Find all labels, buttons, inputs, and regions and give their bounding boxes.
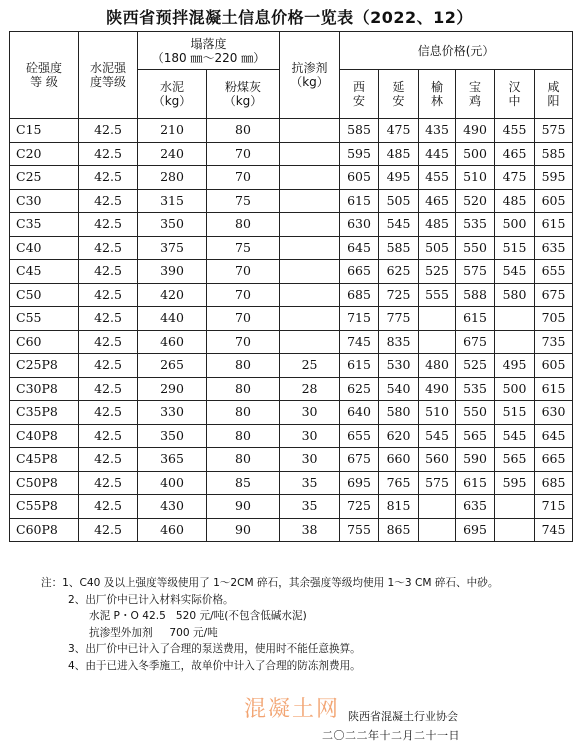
- price-cell: 595: [340, 142, 379, 166]
- flyash-kg-cell: 70: [207, 166, 280, 190]
- table-row: [10, 307, 573, 331]
- price-cell: 615: [535, 377, 573, 401]
- price-cell: 485: [379, 142, 419, 166]
- table-row: [10, 236, 573, 260]
- table-row: [10, 424, 573, 448]
- price-cell: 645: [535, 424, 573, 448]
- antiseep-cell: [280, 119, 340, 143]
- price-cell: 745: [535, 518, 573, 542]
- price-cell: [495, 307, 535, 331]
- header-city-xianyang: 咸 阳: [535, 70, 573, 119]
- note-line: 4、由于已进入冬季施工，故单价中计入了合理的防冻剂费用。: [68, 659, 361, 672]
- price-cell: [419, 307, 456, 331]
- price-table: [9, 31, 573, 542]
- cement-kg-cell: 440: [138, 307, 207, 331]
- watermark-logo: 混凝土网: [244, 697, 341, 722]
- flyash-kg-cell: 80: [207, 448, 280, 472]
- price-cell: 815: [379, 495, 419, 519]
- header-cement-kg: 水泥 （kg）: [138, 70, 207, 119]
- price-cell: 535: [456, 213, 495, 237]
- price-cell: [419, 330, 456, 354]
- price-cell: 685: [535, 471, 573, 495]
- antiseep-cell: 25: [280, 354, 340, 378]
- price-cell: 555: [419, 283, 456, 307]
- cement-kg-cell: 390: [138, 260, 207, 284]
- grade-cell: C25: [10, 166, 79, 190]
- price-cell: 588: [456, 283, 495, 307]
- grade-cell: C60: [10, 330, 79, 354]
- price-cell: 565: [456, 424, 495, 448]
- price-cell: 695: [456, 518, 495, 542]
- grade-cell: C40: [10, 236, 79, 260]
- header-antiseep: 抗渗剂 （kg）: [280, 32, 340, 119]
- flyash-kg-cell: 80: [207, 401, 280, 425]
- page-title: 陕西省预拌混凝土信息价格一览表（2022、12）: [106, 8, 473, 27]
- antiseep-cell: [280, 189, 340, 213]
- antiseep-cell: [280, 330, 340, 354]
- price-cell: 615: [456, 471, 495, 495]
- antiseep-cell: [280, 166, 340, 190]
- price-cell: 580: [495, 283, 535, 307]
- note-line: 3、出厂价中已计入了合理的泵送费用，使用时不能任意换算。: [68, 643, 361, 655]
- flyash-kg-cell: 80: [207, 119, 280, 143]
- price-cell: 645: [340, 236, 379, 260]
- price-cell: 605: [340, 166, 379, 190]
- cement-kg-cell: 460: [138, 518, 207, 542]
- grade-cell: C40P8: [10, 424, 79, 448]
- grade-cell: C30P8: [10, 377, 79, 401]
- cement-grade-cell: 42.5: [79, 307, 138, 331]
- cement-kg-cell: 350: [138, 213, 207, 237]
- table-row: [10, 189, 573, 213]
- price-cell: 665: [535, 448, 573, 472]
- note-line: 注：1、C40 及以上强度等级使用了 1～2CM 碎石，其余强度等级均使用 1～3 CM 碎石、中砂。: [41, 577, 499, 589]
- cement-grade-cell: 42.5: [79, 401, 138, 425]
- cement-kg-cell: 420: [138, 283, 207, 307]
- price-cell: [495, 518, 535, 542]
- table-row: [10, 518, 573, 542]
- grade-cell: C15: [10, 119, 79, 143]
- flyash-kg-cell: 70: [207, 330, 280, 354]
- cement-grade-cell: 42.5: [79, 283, 138, 307]
- price-cell: 435: [419, 119, 456, 143]
- price-cell: [495, 495, 535, 519]
- cement-kg-cell: 240: [138, 142, 207, 166]
- notes: [41, 575, 571, 674]
- table-row: [10, 260, 573, 284]
- price-cell: 575: [456, 260, 495, 284]
- price-cell: 630: [340, 213, 379, 237]
- cement-grade-cell: 42.5: [79, 236, 138, 260]
- cement-kg-cell: 330: [138, 401, 207, 425]
- antiseep-cell: 38: [280, 518, 340, 542]
- grade-cell: C45P8: [10, 448, 79, 472]
- flyash-kg-cell: 80: [207, 354, 280, 378]
- price-cell: 455: [495, 119, 535, 143]
- price-cell: 655: [340, 424, 379, 448]
- price-cell: 505: [379, 189, 419, 213]
- price-cell: 530: [379, 354, 419, 378]
- price-cell: 715: [340, 307, 379, 331]
- price-cell: 585: [535, 142, 573, 166]
- price-cell: 545: [419, 424, 456, 448]
- price-cell: 500: [495, 377, 535, 401]
- price-cell: 500: [456, 142, 495, 166]
- grade-cell: C25P8: [10, 354, 79, 378]
- price-cell: 715: [535, 495, 573, 519]
- price-cell: 595: [495, 471, 535, 495]
- table-row: [10, 330, 573, 354]
- price-cell: 620: [379, 424, 419, 448]
- price-cell: 745: [340, 330, 379, 354]
- price-cell: 660: [379, 448, 419, 472]
- table-row: [10, 448, 573, 472]
- table-row: [10, 495, 573, 519]
- grade-cell: C20: [10, 142, 79, 166]
- antiseep-cell: 30: [280, 401, 340, 425]
- grade-cell: C35: [10, 213, 79, 237]
- price-cell: 725: [340, 495, 379, 519]
- flyash-kg-cell: 80: [207, 377, 280, 401]
- antiseep-cell: [280, 307, 340, 331]
- price-cell: 585: [379, 236, 419, 260]
- header-price: 信息价格(元）: [340, 32, 573, 70]
- table-row: [10, 401, 573, 425]
- price-cell: 615: [456, 307, 495, 331]
- cement-grade-cell: 42.5: [79, 424, 138, 448]
- price-cell: 575: [535, 119, 573, 143]
- antiseep-cell: 28: [280, 377, 340, 401]
- flyash-kg-cell: 70: [207, 260, 280, 284]
- price-cell: 675: [340, 448, 379, 472]
- grade-cell: C50: [10, 283, 79, 307]
- price-cell: 625: [379, 260, 419, 284]
- price-cell: 540: [379, 377, 419, 401]
- price-cell: 630: [535, 401, 573, 425]
- table-row: [10, 142, 573, 166]
- header-grade: 砼强度 等 级: [10, 32, 79, 119]
- grade-cell: C35P8: [10, 401, 79, 425]
- price-cell: 615: [535, 213, 573, 237]
- price-cell: 510: [456, 166, 495, 190]
- price-cell: 475: [379, 119, 419, 143]
- table-row: [10, 471, 573, 495]
- price-cell: 560: [419, 448, 456, 472]
- price-cell: 605: [535, 189, 573, 213]
- price-cell: [419, 495, 456, 519]
- table-row: [10, 354, 573, 378]
- price-cell: 485: [495, 189, 535, 213]
- cement-kg-cell: 290: [138, 377, 207, 401]
- cement-kg-cell: 460: [138, 330, 207, 354]
- issuing-organization: 陕西省混凝土行业协会: [348, 710, 458, 723]
- price-cell: 490: [419, 377, 456, 401]
- cement-grade-cell: 42.5: [79, 448, 138, 472]
- cement-kg-cell: 280: [138, 166, 207, 190]
- price-cell: 545: [379, 213, 419, 237]
- flyash-kg-cell: 75: [207, 189, 280, 213]
- price-cell: 520: [456, 189, 495, 213]
- antiseep-cell: 35: [280, 495, 340, 519]
- cement-grade-cell: 42.5: [79, 189, 138, 213]
- price-cell: 580: [379, 401, 419, 425]
- price-cell: 455: [419, 166, 456, 190]
- note-line: 2、出厂价中已计入材料实际价格。: [68, 593, 234, 606]
- grade-cell: C55: [10, 307, 79, 331]
- antiseep-cell: 30: [280, 448, 340, 472]
- cement-grade-cell: 42.5: [79, 495, 138, 519]
- price-cell: 465: [495, 142, 535, 166]
- price-cell: 595: [535, 166, 573, 190]
- price-cell: 545: [495, 424, 535, 448]
- flyash-kg-cell: 90: [207, 495, 280, 519]
- cement-kg-cell: 315: [138, 189, 207, 213]
- cement-grade-cell: 42.5: [79, 330, 138, 354]
- price-cell: 495: [495, 354, 535, 378]
- price-cell: 480: [419, 354, 456, 378]
- header-cement-grade: 水泥强 度等级: [79, 32, 138, 119]
- cement-kg-cell: 210: [138, 119, 207, 143]
- grade-cell: C60P8: [10, 518, 79, 542]
- flyash-kg-cell: 85: [207, 471, 280, 495]
- price-cell: 725: [379, 283, 419, 307]
- price-table-body: [10, 119, 573, 542]
- header-city-hanzhong: 汉 中: [495, 70, 535, 119]
- price-cell: [419, 518, 456, 542]
- price-cell: 635: [456, 495, 495, 519]
- price-cell: 485: [419, 213, 456, 237]
- header-city-yanan: 延 安: [379, 70, 419, 119]
- cement-grade-cell: 42.5: [79, 518, 138, 542]
- price-cell: 765: [379, 471, 419, 495]
- price-cell: 835: [379, 330, 419, 354]
- grade-cell: C55P8: [10, 495, 79, 519]
- cement-grade-cell: 42.5: [79, 142, 138, 166]
- price-cell: 550: [456, 401, 495, 425]
- antiseep-cell: [280, 283, 340, 307]
- grade-cell: C50P8: [10, 471, 79, 495]
- grade-cell: C30: [10, 189, 79, 213]
- price-cell: [495, 330, 535, 354]
- cement-grade-cell: 42.5: [79, 354, 138, 378]
- grade-cell: C45: [10, 260, 79, 284]
- cement-grade-cell: 42.5: [79, 260, 138, 284]
- note-line: 抗渗型外加剂 700 元/吨: [89, 626, 218, 639]
- header-city-baoji: 宝 鸡: [456, 70, 495, 119]
- price-cell: 675: [456, 330, 495, 354]
- price-cell: 515: [495, 401, 535, 425]
- note-line: 水泥 P・O 42.5 520 元/吨(不包含低碱水泥): [89, 610, 307, 622]
- table-row: [10, 377, 573, 401]
- header-flyash-kg: 粉煤灰 （kg）: [207, 70, 280, 119]
- header-slump: 塌落度 （180 ㎜～220 ㎜）: [138, 32, 280, 70]
- price-cell: 565: [495, 448, 535, 472]
- price-cell: 465: [419, 189, 456, 213]
- table-row: [10, 283, 573, 307]
- cement-kg-cell: 265: [138, 354, 207, 378]
- price-cell: 615: [340, 354, 379, 378]
- antiseep-cell: [280, 260, 340, 284]
- table-row: [10, 166, 573, 190]
- header-city-yulin: 榆 林: [419, 70, 456, 119]
- antiseep-cell: 35: [280, 471, 340, 495]
- table-row: [10, 213, 573, 237]
- price-cell: 605: [535, 354, 573, 378]
- price-cell: 510: [419, 401, 456, 425]
- price-cell: 755: [340, 518, 379, 542]
- price-cell: 685: [340, 283, 379, 307]
- price-cell: 545: [495, 260, 535, 284]
- price-cell: 705: [535, 307, 573, 331]
- price-cell: 590: [456, 448, 495, 472]
- price-cell: 635: [535, 236, 573, 260]
- flyash-kg-cell: 70: [207, 142, 280, 166]
- price-cell: 775: [379, 307, 419, 331]
- cement-grade-cell: 42.5: [79, 119, 138, 143]
- price-cell: 490: [456, 119, 495, 143]
- price-cell: 585: [340, 119, 379, 143]
- cement-kg-cell: 365: [138, 448, 207, 472]
- price-cell: 475: [495, 166, 535, 190]
- cement-grade-cell: 42.5: [79, 166, 138, 190]
- flyash-kg-cell: 70: [207, 307, 280, 331]
- cement-grade-cell: 42.5: [79, 471, 138, 495]
- price-cell: 515: [495, 236, 535, 260]
- table-row: [10, 119, 573, 143]
- price-cell: 445: [419, 142, 456, 166]
- price-cell: 865: [379, 518, 419, 542]
- price-cell: 625: [340, 377, 379, 401]
- price-cell: 505: [419, 236, 456, 260]
- cement-kg-cell: 400: [138, 471, 207, 495]
- antiseep-cell: [280, 236, 340, 260]
- flyash-kg-cell: 80: [207, 424, 280, 448]
- antiseep-cell: 30: [280, 424, 340, 448]
- price-cell: 525: [456, 354, 495, 378]
- price-cell: 735: [535, 330, 573, 354]
- price-cell: 535: [456, 377, 495, 401]
- price-cell: 525: [419, 260, 456, 284]
- header-city-xian: 西 安: [340, 70, 379, 119]
- flyash-kg-cell: 70: [207, 283, 280, 307]
- price-cell: 665: [340, 260, 379, 284]
- flyash-kg-cell: 90: [207, 518, 280, 542]
- price-cell: 640: [340, 401, 379, 425]
- price-cell: 575: [419, 471, 456, 495]
- cement-kg-cell: 375: [138, 236, 207, 260]
- cement-grade-cell: 42.5: [79, 213, 138, 237]
- cement-grade-cell: 42.5: [79, 377, 138, 401]
- cement-kg-cell: 350: [138, 424, 207, 448]
- price-cell: 500: [495, 213, 535, 237]
- flyash-kg-cell: 75: [207, 236, 280, 260]
- antiseep-cell: [280, 142, 340, 166]
- flyash-kg-cell: 80: [207, 213, 280, 237]
- price-cell: 615: [340, 189, 379, 213]
- price-cell: 550: [456, 236, 495, 260]
- price-cell: 695: [340, 471, 379, 495]
- issue-date: 二〇二二年十二月二十一日: [322, 729, 460, 742]
- price-cell: 495: [379, 166, 419, 190]
- antiseep-cell: [280, 213, 340, 237]
- price-cell: 655: [535, 260, 573, 284]
- price-cell: 675: [535, 283, 573, 307]
- cement-kg-cell: 430: [138, 495, 207, 519]
